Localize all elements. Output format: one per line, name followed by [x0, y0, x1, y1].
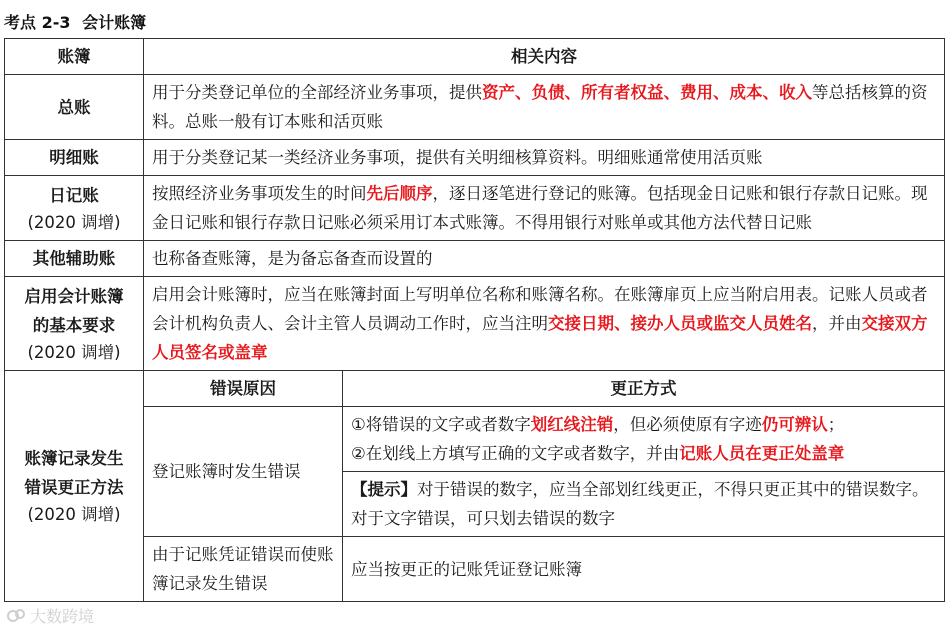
header-col-content: 相关内容: [144, 39, 945, 75]
row-content-mingxi: 用于分类登记某一类经济业务事项，提供有关明细核算资料。明细账通常使用活页账: [144, 140, 945, 176]
subheader-reason: 错误原因: [144, 371, 343, 407]
row-content-qita: 也称备查账簿，是为备忘备查而设置的: [144, 241, 945, 277]
method-2: 应当按更正的记账凭证登记账簿: [343, 537, 945, 602]
table-row: [5, 75, 945, 140]
table-row: [5, 277, 945, 371]
ledger-table: [4, 38, 945, 602]
table-row: [5, 140, 945, 176]
subheader-method: 更正方式: [343, 371, 945, 407]
table-row: [5, 537, 945, 602]
table-row: [5, 371, 945, 407]
row-content-qiyong: 启用会计账簿时，应当在账簿封面上写明单位名称和账簿名称。在账簿扉页上应当附启用表。记账人员或者会计机构负责人、会计主管人员调动工作时，应当注明交接日期、接办人员或监交人员姓名，并由交接双方人员签名或盖章: [144, 277, 945, 371]
table-row: [5, 407, 945, 472]
table-row: [5, 241, 945, 277]
row-content-zongzhang: 用于分类登记单位的全部经济业务事项，提供资产、负债、所有者权益、费用、成本、收入等总括核算的资料。总账一般有订本账和活页账: [144, 75, 945, 140]
row-content-riji: 按照经济业务事项发生的时间先后顺序，逐日逐笔进行登记的账簿。包括现金日记账和银行存款日记账。现金日记账和银行存款日记账必须采用订本式账簿。不得用银行对账单或其他方法代替日记账: [144, 176, 945, 241]
watermark: [6, 604, 94, 627]
header-col-ledger: 账簿: [5, 39, 144, 75]
reason-2: 由于记账凭证错误而使账簿记录发生错误: [144, 537, 343, 602]
row-name-qiyong: 启用会计账簿 的基本要求 (2020 调增): [5, 277, 144, 371]
watermark-text: 大数跨境: [30, 607, 95, 626]
row-name-qita: 其他辅助账: [5, 241, 144, 277]
reason-1: 登记账簿时发生错误: [144, 407, 343, 537]
title-prefix: 考点 2-3: [4, 13, 71, 32]
method-1: ①将错误的文字或者数字划红线注销，但必须使原有字迹仍可辨认； ②在划线上方填写正确的文字或者数字，并由记账人员在更正处盖章: [343, 407, 945, 472]
row-name-riji: 日记账 (2020 调增): [5, 176, 144, 241]
table-row: [5, 176, 945, 241]
method-1-tip: 【提示】对于错误的数字，应当全部划红线更正，不得只更正其中的错误数字。对于文字错误，可只划去错误的数字: [343, 472, 945, 537]
page-title: [4, 10, 152, 33]
row-name-cuowu: 账簿记录发生 错误更正方法 (2020 调增): [5, 371, 144, 602]
row-name-mingxi: 明细账: [5, 140, 144, 176]
row-name-zongzhang: 总账: [5, 75, 144, 140]
title-text: 会计账簿: [82, 13, 147, 32]
table-header-row: [5, 39, 945, 75]
watermark-logo-icon: [6, 606, 26, 626]
